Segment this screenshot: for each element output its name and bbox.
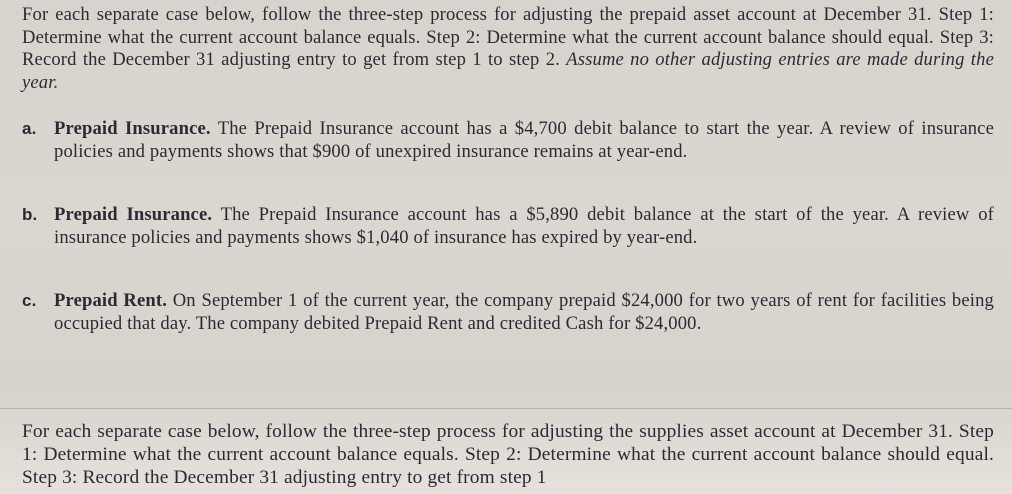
instructions-text: For each separate case below, follow the three-step process for adjusting the prepaid asset account at December 31. Step 1: Determine what the current account balance equals. Step 2: Determine what the current account balance should equal. Step 3: Record the December 31 adjusting entry to get from step 1 to step 2.	[22, 4, 994, 70]
next-problem-text: For each separate case below, follow the three-step process for adjusting the supplies asset account at December 31. Step 1: Determine what the current account balance equals. Step 2: Determine what the current account balance should equal. Step 3: Record the December 31 adjusting entry to get from step 1	[22, 421, 994, 488]
case-b	[22, 204, 994, 249]
case-text: On September 1 of the current year, the company prepaid $24,000 for two years of rent for facilities being occupied that day. The company debited Prepaid Rent and credited Cash for $24,000.	[54, 290, 994, 334]
section-divider	[0, 408, 1012, 409]
case-title: Prepaid Insurance.	[54, 118, 211, 139]
case-title: Prepaid Rent.	[54, 290, 168, 311]
case-a	[22, 118, 994, 163]
case-letter: a.	[22, 119, 37, 138]
case-c	[22, 290, 994, 335]
problem-instructions	[22, 4, 994, 94]
case-text: The Prepaid Insurance account has a $5,890 debit balance at the start of the year. A review of insurance policies and payments shows $1,040 of insurance has expired by year-end.	[54, 204, 994, 248]
case-text: The Prepaid Insurance account has a $4,700 debit balance to start the year. A review of insurance policies and payments shows that $900 of unexpired insurance remains at year-end.	[54, 118, 994, 162]
case-letter: b.	[22, 205, 38, 224]
case-title: Prepaid Insurance.	[54, 204, 213, 225]
case-letter: c.	[22, 291, 37, 310]
instructions-emphasis: Assume no other adjusting entries are made during the year.	[22, 49, 994, 93]
next-problem-instructions	[22, 420, 994, 489]
